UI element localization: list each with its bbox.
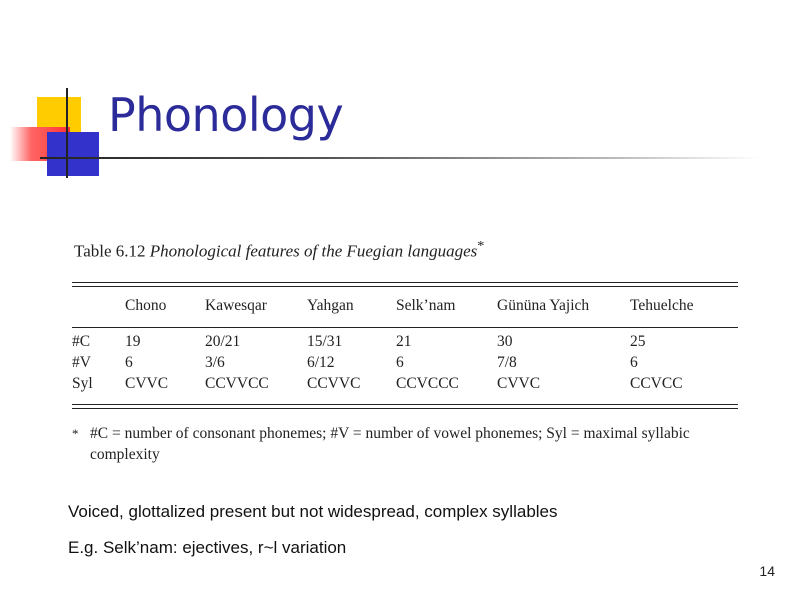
table-cell: Syl xyxy=(72,375,93,392)
table-cell: CCVVCC xyxy=(205,375,269,392)
footnote-mark: * xyxy=(72,426,79,441)
table-header-row xyxy=(72,287,738,323)
table-footnote xyxy=(72,423,738,465)
header-rule xyxy=(72,327,738,328)
table-cell: 30 xyxy=(497,333,513,350)
table-cell: 15/31 xyxy=(307,333,343,350)
footnote-text: #C = number of consonant phonemes; #V = number of vowel phonemes; Syl = maximal syllabic complexity xyxy=(90,425,690,463)
body-text-line-1: Voiced, glottalized present but not widespread, complex syllables xyxy=(68,502,558,521)
body-text-line-2: E.g. Selk’nam: ejectives, r~l variation xyxy=(68,538,347,557)
slide-title: Phonology xyxy=(108,88,344,142)
table-row xyxy=(72,331,738,352)
table-cell: 19 xyxy=(125,333,141,350)
table-bottom-rule-2 xyxy=(72,408,738,409)
caption-prefix: Table 6.12 xyxy=(74,241,146,261)
column-header: Tehuelche xyxy=(630,297,694,314)
table-cell: CCVVC xyxy=(307,375,361,392)
column-header: Gününa Yajich xyxy=(497,297,590,314)
column-header: Yahgan xyxy=(307,297,354,314)
decorative-blue-square xyxy=(47,132,99,176)
table-figure xyxy=(72,238,738,465)
table-cell: 20/21 xyxy=(205,333,241,350)
table-cell: 25 xyxy=(630,333,646,350)
table-cell: CCVCCC xyxy=(396,375,459,392)
table-cell: CVVC xyxy=(125,375,169,392)
table-cell: 6 xyxy=(396,354,404,371)
table-cell: 7/8 xyxy=(497,354,517,371)
table-cell: CCVCC xyxy=(630,375,683,392)
caption-title: Phonological features of the Fuegian languages xyxy=(149,241,478,261)
table-cell: 21 xyxy=(396,333,412,350)
table-cell: 6/12 xyxy=(307,354,335,371)
column-header: Kawesqar xyxy=(205,297,267,314)
table-row xyxy=(72,373,738,394)
table-cell: #C xyxy=(72,333,91,350)
table-cell: 3/6 xyxy=(205,354,225,371)
table-cell: #V xyxy=(72,354,91,371)
table-cell: 6 xyxy=(630,354,638,371)
table-cell: 6 xyxy=(125,354,133,371)
decorative-vertical-line xyxy=(66,88,68,178)
column-header xyxy=(72,287,125,323)
column-header: Selk’nam xyxy=(396,297,456,314)
column-header: Chono xyxy=(125,297,167,314)
table-cell: CVVC xyxy=(497,375,541,392)
page-number: 14 xyxy=(759,563,775,579)
table-top-rule xyxy=(72,282,738,283)
title-underline xyxy=(40,157,760,159)
table-caption xyxy=(74,238,738,264)
table-bottom-rule xyxy=(72,404,738,405)
table-row xyxy=(72,352,738,373)
phonology-table xyxy=(72,287,738,394)
caption-footnote-mark: * xyxy=(477,238,485,254)
